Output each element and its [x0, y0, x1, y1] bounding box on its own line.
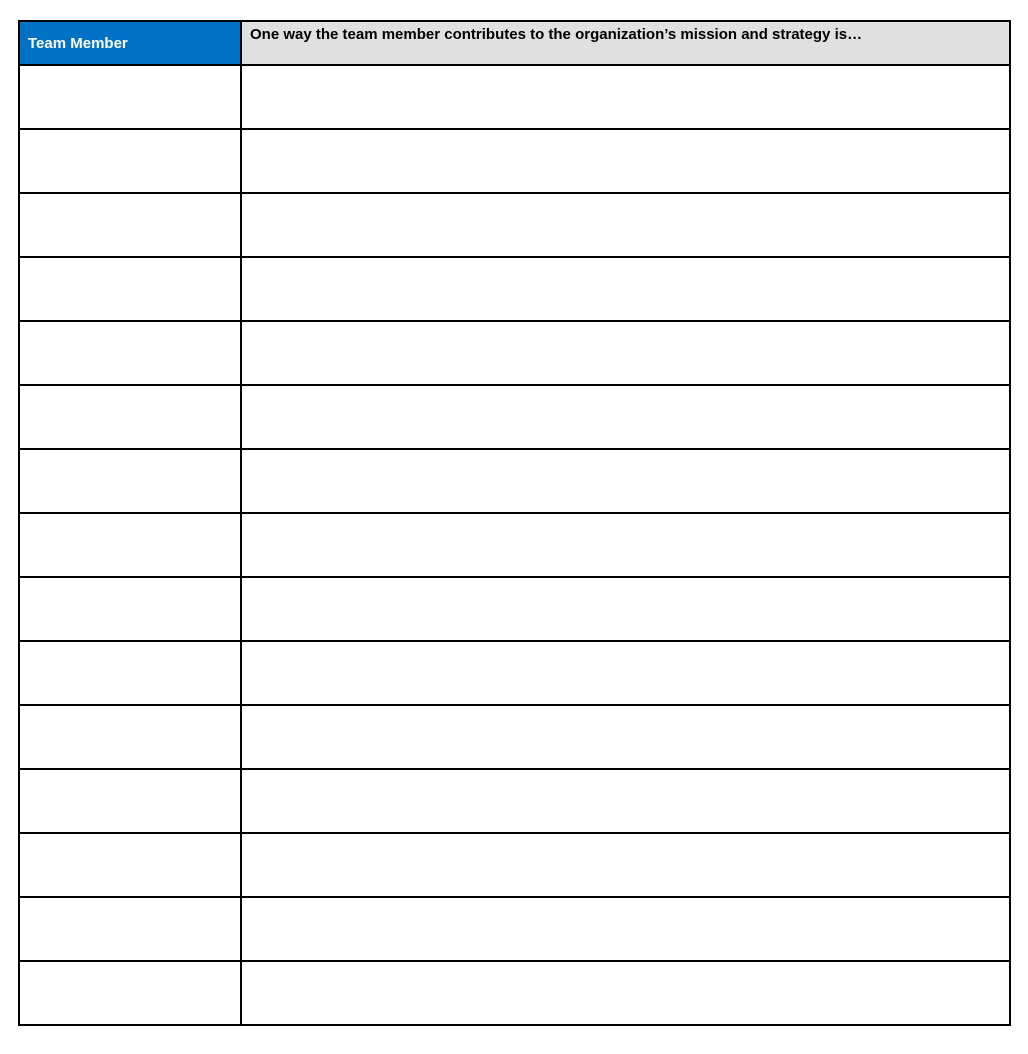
contribution-cell[interactable] — [241, 385, 1010, 449]
contribution-cell[interactable] — [241, 193, 1010, 257]
team-member-cell[interactable] — [19, 769, 241, 833]
team-member-cell[interactable] — [19, 897, 241, 961]
contribution-cell[interactable] — [241, 769, 1010, 833]
contribution-column-header: One way the team member contributes to the organization’s mission and strategy is… — [241, 21, 1010, 65]
table-row — [19, 65, 1010, 129]
team-member-cell[interactable] — [19, 193, 241, 257]
table-row — [19, 193, 1010, 257]
team-member-cell[interactable] — [19, 321, 241, 385]
table-row — [19, 513, 1010, 577]
table-body — [19, 65, 1010, 1025]
table-row — [19, 577, 1010, 641]
contribution-cell[interactable] — [241, 449, 1010, 513]
team-member-cell[interactable] — [19, 449, 241, 513]
table-row — [19, 961, 1010, 1025]
table-row — [19, 641, 1010, 705]
team-member-cell[interactable] — [19, 513, 241, 577]
contribution-cell[interactable] — [241, 257, 1010, 321]
table-row — [19, 897, 1010, 961]
team-member-table — [18, 20, 1011, 1026]
team-member-cell[interactable] — [19, 129, 241, 193]
team-member-cell[interactable] — [19, 385, 241, 449]
contribution-cell[interactable] — [241, 321, 1010, 385]
contribution-cell[interactable] — [241, 961, 1010, 1025]
team-member-cell[interactable] — [19, 705, 241, 769]
contribution-cell[interactable] — [241, 833, 1010, 897]
table-row — [19, 129, 1010, 193]
table-row — [19, 769, 1010, 833]
table-row — [19, 705, 1010, 769]
team-member-cell[interactable] — [19, 65, 241, 129]
table-row — [19, 449, 1010, 513]
table-row — [19, 257, 1010, 321]
contribution-cell[interactable] — [241, 897, 1010, 961]
contribution-cell[interactable] — [241, 65, 1010, 129]
team-member-cell[interactable] — [19, 641, 241, 705]
team-member-cell[interactable] — [19, 577, 241, 641]
team-member-column-header: Team Member — [19, 21, 241, 65]
contribution-cell[interactable] — [241, 129, 1010, 193]
contribution-cell[interactable] — [241, 705, 1010, 769]
table-row — [19, 833, 1010, 897]
contribution-cell[interactable] — [241, 641, 1010, 705]
team-member-cell[interactable] — [19, 257, 241, 321]
team-member-cell[interactable] — [19, 961, 241, 1025]
header-row — [19, 21, 1010, 65]
team-member-cell[interactable] — [19, 833, 241, 897]
contribution-cell[interactable] — [241, 577, 1010, 641]
contribution-cell[interactable] — [241, 513, 1010, 577]
table-header — [19, 21, 1010, 65]
table-row — [19, 385, 1010, 449]
table-row — [19, 321, 1010, 385]
